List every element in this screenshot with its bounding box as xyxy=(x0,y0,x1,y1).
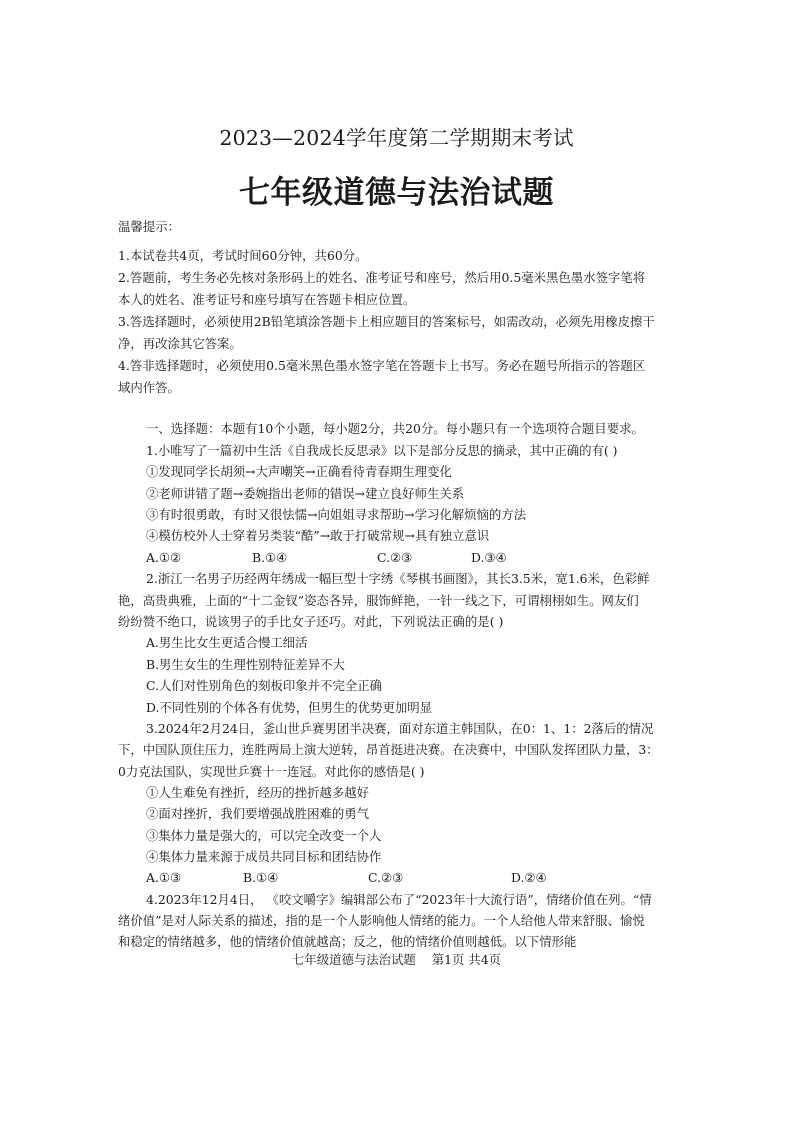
question-item: ②老师讲错了题→委婉指出老师的错误→建立良好师生关系 xyxy=(146,486,465,501)
page-footer xyxy=(0,950,793,968)
option-a: A.①② xyxy=(146,550,182,565)
question-text: 和稳定的情绪越多，他的情绪价值就越高；反之，他的情绪价值则越低。以下情形能 xyxy=(118,934,577,949)
question-text: 2.浙江一名男子历经两年绣成一幅巨型十字绣《琴棋书画图》，其长3.5米，宽1.6米，色彩鲜 xyxy=(146,571,650,586)
footer-page-info: 第1页 共4页 xyxy=(431,952,502,967)
answer-option: B.男生女生的生理性别特征差异不大 xyxy=(146,657,345,672)
answer-options xyxy=(146,870,566,886)
question-item: ③集体力量是强大的，可以完全改变一个人 xyxy=(146,828,382,843)
question-stem: 1.小唯写了一篇初中生活《自我成长反思录》以下是部分反思的摘录，其中正确的有( ) xyxy=(146,443,618,458)
question-text: 4.2023年12月4日， 《咬文嚼字》编辑部公布了“2023年十大流行语”，情绪价值在列。“情 xyxy=(146,892,652,907)
question-item: ①发现同学长胡须→大声嘲笑→正确看待青春期生理变化 xyxy=(146,464,452,479)
question-text: 绪价值”是对人际关系的描述，指的是一个人影响他人情绪的能力。一个人给他人带来舒服、愉悦 xyxy=(118,913,645,928)
tip-line: 域内作答。 xyxy=(118,380,180,395)
answer-option: D.不同性别的个体各有优势，但男生的优势更加明显 xyxy=(146,700,433,715)
option-d: D.③④ xyxy=(471,550,507,565)
tip-line: 3.答选择题时，必须使用2B铅笔填涂答题卡上相应题目的答案标号，如需改动，必须先用橡皮擦干 xyxy=(118,314,655,329)
question-item: ③有时很勇敢，有时又很怯懦→向姐姐寻求帮助→学习化解烦恼的方法 xyxy=(146,507,527,522)
question-text: 0力克法国队，实现世乒赛十一连冠。对此你的感悟是( ) xyxy=(118,764,425,779)
answer-option: C.人们对性别角色的刻板印象并不完全正确 xyxy=(146,678,383,693)
tip-line: 2.答题前，考生务必先核对条形码上的姓名、准考证号和座号，然后用0.5毫米黑色墨水签字笔将 xyxy=(118,270,646,285)
option-b: B.①④ xyxy=(243,870,279,885)
tip-line: 4.答非选择题时，必须使用0.5毫米黑色墨水签字笔在答题卡上书写。务必在题号所指示的答题区 xyxy=(118,358,646,373)
footer-exam-name: 七年级道德与法治试题 xyxy=(291,952,416,967)
question-item: ④模仿校外人士穿着另类装“酷”→敢于打破常规→具有独立意识 xyxy=(146,528,490,543)
answer-options xyxy=(146,550,566,566)
exam-subject-title: 七年级道德与法治试题 xyxy=(239,175,554,211)
question-text: 下，中国队顶住压力，连胜两局上演大逆转，昂首挺进决赛。在决赛中，中国队发挥团队力量，3： xyxy=(118,742,659,757)
tip-line: 本人的姓名、准考证号和座号填写在答题卡相应位置。 xyxy=(118,292,416,307)
answer-option: A.男生比女生更适合慢工细活 xyxy=(146,635,308,650)
tip-line: 净，再改涂其它答案。 xyxy=(118,336,242,351)
question-item: ④集体力量来源于成员共同目标和团结协作 xyxy=(146,849,382,864)
option-b: B.①④ xyxy=(252,550,288,565)
option-c: C.②③ xyxy=(377,550,413,565)
exam-title: 2023—2024学年度第二学期期末考试 xyxy=(219,126,574,150)
question-item: ①人生难免有挫折，经历的挫折越多越好 xyxy=(146,785,370,800)
question-text: 艳，高贵典雅，上面的“十二金钗”姿态各异，服饰鲜艳，一针一线之下，可谓栩栩如生。网友们 xyxy=(118,593,639,608)
question-text: 纷纷赞不绝口，说该男子的手比女子还巧。对此，下列说法正确的是( ) xyxy=(118,614,504,629)
section-heading: 一、选择题：本题有10个小题，每小题2分，共20分。每小题只有一个选项符合题目要求。 xyxy=(146,421,644,436)
tip-line: 1.本试卷共4页，考试时间60分钟，共60分。 xyxy=(118,248,368,263)
option-d: D.②④ xyxy=(511,870,547,885)
option-c: C.②③ xyxy=(368,870,404,885)
tips-heading: 温馨提示： xyxy=(118,219,180,234)
option-a: A.①③ xyxy=(146,870,182,885)
question-text: 3.2024年2月24日，釜山世乒赛男团半决赛，面对东道主韩国队，在0：1、1：2落后的情况 xyxy=(146,721,654,736)
question-item: ②面对挫折，我们要增强战胜困难的勇气 xyxy=(146,806,370,821)
